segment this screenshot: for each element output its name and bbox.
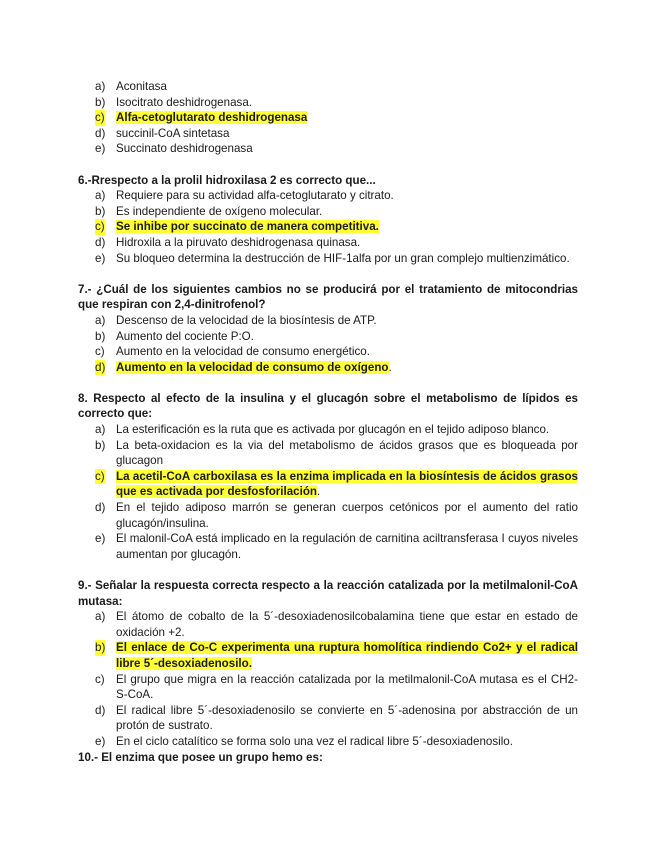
q6-option-e	[78, 251, 578, 267]
option-text: En el tejido adiposo marrón se generan cuerpos cetónicos por el aumento del ratio glucagón/insulina.	[116, 501, 578, 530]
option-letter: e)	[95, 734, 106, 748]
q6-option-b	[78, 204, 578, 220]
option-letter: c)	[95, 220, 105, 234]
q5-option-c	[78, 110, 578, 126]
q9-option-e	[78, 734, 578, 750]
option-text: Succinato deshidrogenasa	[116, 142, 253, 156]
option-text: El átomo de cobalto de la 5´-desoxiadenosilcobalamina tiene que estar en estado de oxidación +2.	[116, 610, 578, 639]
q6-option-a	[78, 188, 578, 204]
option-letter: e)	[95, 142, 106, 156]
q9-option-a	[78, 609, 578, 640]
q5-option-a	[78, 79, 578, 95]
q8-option-d	[78, 500, 578, 531]
q5-option-d	[78, 126, 578, 142]
q7-option-a	[78, 313, 578, 329]
q6-options	[78, 188, 578, 266]
option-text-highlighted: La acetil-CoA carboxilasa es la enzima implicada en la biosíntesis de ácidos grasos que es activada por desfosforilación	[116, 469, 578, 499]
q9-options	[78, 609, 578, 749]
q8-option-c	[78, 469, 578, 500]
option-letter: c)	[95, 111, 105, 125]
option-letter: a)	[95, 610, 106, 624]
q9-question: 9.- Señalar la respuesta correcta respecto a la reacción catalizada por la metilmalonil-CoA mutasa:	[78, 579, 578, 608]
q5-option-e	[78, 141, 578, 157]
option-letter: d)	[95, 360, 106, 374]
option-text-highlighted: Se inhibe por succinato de manera competitiva.	[116, 220, 379, 234]
q7-option-d	[78, 360, 578, 376]
q9-option-b	[78, 640, 578, 671]
document-page	[78, 79, 578, 765]
option-text-highlighted: Aumento en la velocidad de consumo de oxígeno	[116, 360, 389, 374]
option-text: La esterificación es la ruta que es activada por glucagón en el tejido adiposo blanco.	[116, 423, 550, 437]
option-letter: b)	[95, 438, 106, 452]
option-trail: .	[317, 485, 321, 499]
q6-question: 6.-Rrespecto a la prolil hidroxilasa 2 es correcto que...	[78, 173, 376, 187]
q10-question: 10.- El enzima que posee un grupo hemo es:	[78, 750, 323, 764]
option-letter: c)	[95, 672, 105, 686]
q9-option-c	[78, 672, 578, 703]
option-text: Descenso de la velocidad de la biosíntesis de ATP.	[116, 313, 377, 327]
option-letter: b)	[95, 95, 106, 109]
option-text: Requiere para su actividad alfa-cetoglutarato y citrato.	[116, 189, 394, 203]
option-letter: a)	[95, 189, 106, 203]
q8-option-e	[78, 531, 578, 562]
q8-option-b	[78, 438, 578, 469]
option-letter: a)	[95, 80, 106, 93]
option-text: La beta-oxidacion es la via del metabolismo de ácidos grasos que es bloqueada por glucagon	[116, 438, 578, 468]
q9-option-d	[78, 703, 578, 734]
q6-option-d	[78, 235, 578, 251]
q7-question: 7.- ¿Cuál de los siguientes cambios no se producirá por el tratamiento de mitocondrias que respiran con 2,4-dinitrofenol?	[78, 282, 578, 312]
option-letter: d)	[95, 126, 106, 140]
q8-question: 8. Respecto al efecto de la insulina y el glucagón sobre el metabolismo de lípidos es correcto que:	[78, 391, 578, 421]
option-text-highlighted: El enlace de Co-C experimenta una ruptura homolítica rindiendo Co2+ y el radical libre 5´-desoxiadenosilo.	[116, 641, 578, 670]
option-letter: e)	[95, 532, 106, 546]
option-text: Aumento en la velocidad de consumo energético.	[116, 345, 370, 359]
option-text: El radical libre 5´-desoxiadenosilo se convierte en 5´-adenosina por abstracción de un protón de sustrato.	[116, 703, 578, 733]
option-text: Es independiente de oxígeno molecular.	[116, 204, 323, 218]
option-trail: .	[388, 360, 392, 374]
option-text: Isocitrato deshidrogenasa.	[116, 95, 252, 109]
q7-option-c	[78, 344, 578, 360]
option-letter: d)	[95, 235, 106, 249]
option-text: El malonil-CoA está implicado en la regulación de carnitina aciltransferasa I cuyos niveles aumentan por glucagón.	[116, 532, 578, 561]
option-text: Su bloqueo determina la destrucción de HIF-1alfa por un gran complejo multienzimático.	[116, 251, 570, 265]
option-text: succinil-CoA sintetasa	[116, 126, 230, 140]
option-letter: b)	[95, 329, 106, 343]
option-text: Aumento del cociente P:O.	[116, 329, 254, 343]
q7-option-b	[78, 329, 578, 345]
q5-option-b	[78, 95, 578, 111]
option-letter: c)	[95, 345, 105, 359]
option-letter: b)	[95, 204, 106, 218]
option-letter: b)	[95, 641, 106, 655]
option-letter: d)	[95, 501, 106, 515]
q7-options	[78, 313, 578, 375]
option-letter: c)	[95, 469, 105, 483]
q5-options	[78, 79, 578, 157]
q8-options	[78, 422, 578, 562]
option-letter: a)	[95, 423, 106, 437]
option-text: El grupo que migra en la reacción catalizada por la metilmalonil-CoA mutasa es el CH2-S-CoA.	[116, 672, 578, 702]
option-letter: e)	[95, 251, 106, 265]
option-letter: d)	[95, 703, 106, 717]
option-text: En el ciclo catalítico se forma solo una vez el radical libre 5´-desoxiadenosilo.	[116, 734, 513, 748]
option-text: Hidroxila a la piruvato deshidrogenasa quinasa.	[116, 235, 361, 249]
option-letter: a)	[95, 313, 106, 327]
option-text-highlighted: Alfa-cetoglutarato deshidrogenasa	[116, 111, 308, 125]
option-text: Aconitasa	[116, 80, 167, 93]
q6-option-c	[78, 219, 578, 235]
q8-option-a	[78, 422, 578, 438]
